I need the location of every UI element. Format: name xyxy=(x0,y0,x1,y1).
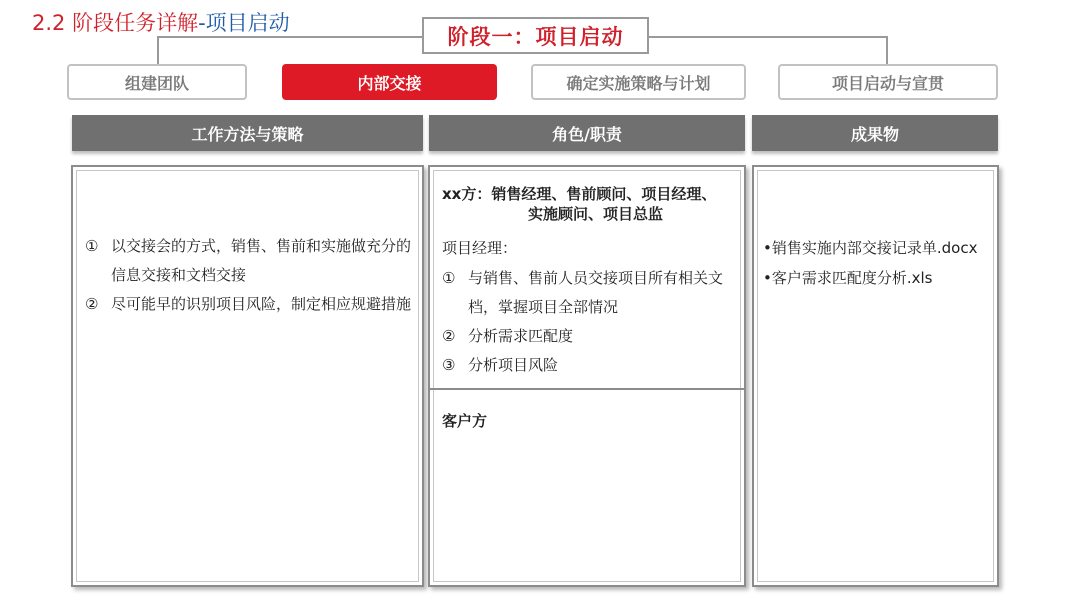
pm-duty-number: ② xyxy=(442,327,456,345)
methods-item-number: ② xyxy=(85,295,99,313)
step-strategy-plan[interactable]: 确定实施策略与计划 xyxy=(531,64,746,100)
pm-duty-item xyxy=(442,264,738,322)
connector-right-vertical xyxy=(886,36,888,64)
pm-duty-number: ③ xyxy=(442,356,456,374)
slide-title-suffix: -项目启动 xyxy=(198,11,290,35)
phase-title-box: 阶段一：项目启动 xyxy=(422,17,649,54)
connector-left-horizontal xyxy=(157,36,423,38)
pm-duty-item xyxy=(442,322,738,351)
vendor-roles-heading-line1: xx方：销售经理、售前顾问、项目经理、 xyxy=(442,185,717,203)
methods-item-number: ① xyxy=(85,237,99,255)
methods-panel xyxy=(71,165,424,587)
methods-list xyxy=(85,232,413,319)
methods-item-text: 尽可能早的识别项目风险，制定相应规避措施 xyxy=(111,295,412,313)
connector-right-horizontal xyxy=(648,36,888,38)
pm-duty-text: 分析项目风险 xyxy=(468,356,559,374)
pm-duty-text: 分析需求匹配度 xyxy=(468,327,574,345)
vendor-roles-heading xyxy=(442,184,738,224)
pm-duty-text: 与销售、售前人员交接项目所有相关文档，掌握项目全部情况 xyxy=(468,269,724,316)
methods-item xyxy=(85,290,413,319)
roles-panel xyxy=(428,165,746,587)
pm-duties-list xyxy=(442,264,738,380)
connector-left-vertical xyxy=(157,36,159,64)
methods-item xyxy=(85,232,413,290)
roles-divider xyxy=(430,388,744,390)
deliverables-list xyxy=(763,233,995,293)
client-roles-heading: 客户方 xyxy=(442,412,488,430)
pm-label: 项目经理： xyxy=(442,239,518,257)
step-kickoff[interactable]: 项目启动与宣贯 xyxy=(778,64,998,100)
deliverable-item: •销售实施内部交接记录单.docx xyxy=(763,239,978,257)
step-build-team[interactable]: 组建团队 xyxy=(67,64,247,100)
column-header-deliverables: 成果物 xyxy=(752,115,998,151)
vendor-roles-heading-line2: 实施顾问、项目总监 xyxy=(528,205,664,223)
methods-item-text: 以交接会的方式，销售、售前和实施做充分的信息交接和文档交接 xyxy=(111,237,412,284)
pm-duty-number: ① xyxy=(442,269,456,287)
pm-duty-item xyxy=(442,351,738,380)
deliverables-panel xyxy=(752,165,999,587)
deliverable-item: •客户需求匹配度分析.xls xyxy=(763,269,933,287)
step-internal-handover[interactable]: 内部交接 xyxy=(282,64,497,100)
column-header-methods: 工作方法与策略 xyxy=(72,115,423,151)
slide-title xyxy=(32,7,290,37)
slide-title-prefix: 2.2 阶段任务详解 xyxy=(32,11,199,35)
column-header-roles: 角色/职责 xyxy=(429,115,745,151)
